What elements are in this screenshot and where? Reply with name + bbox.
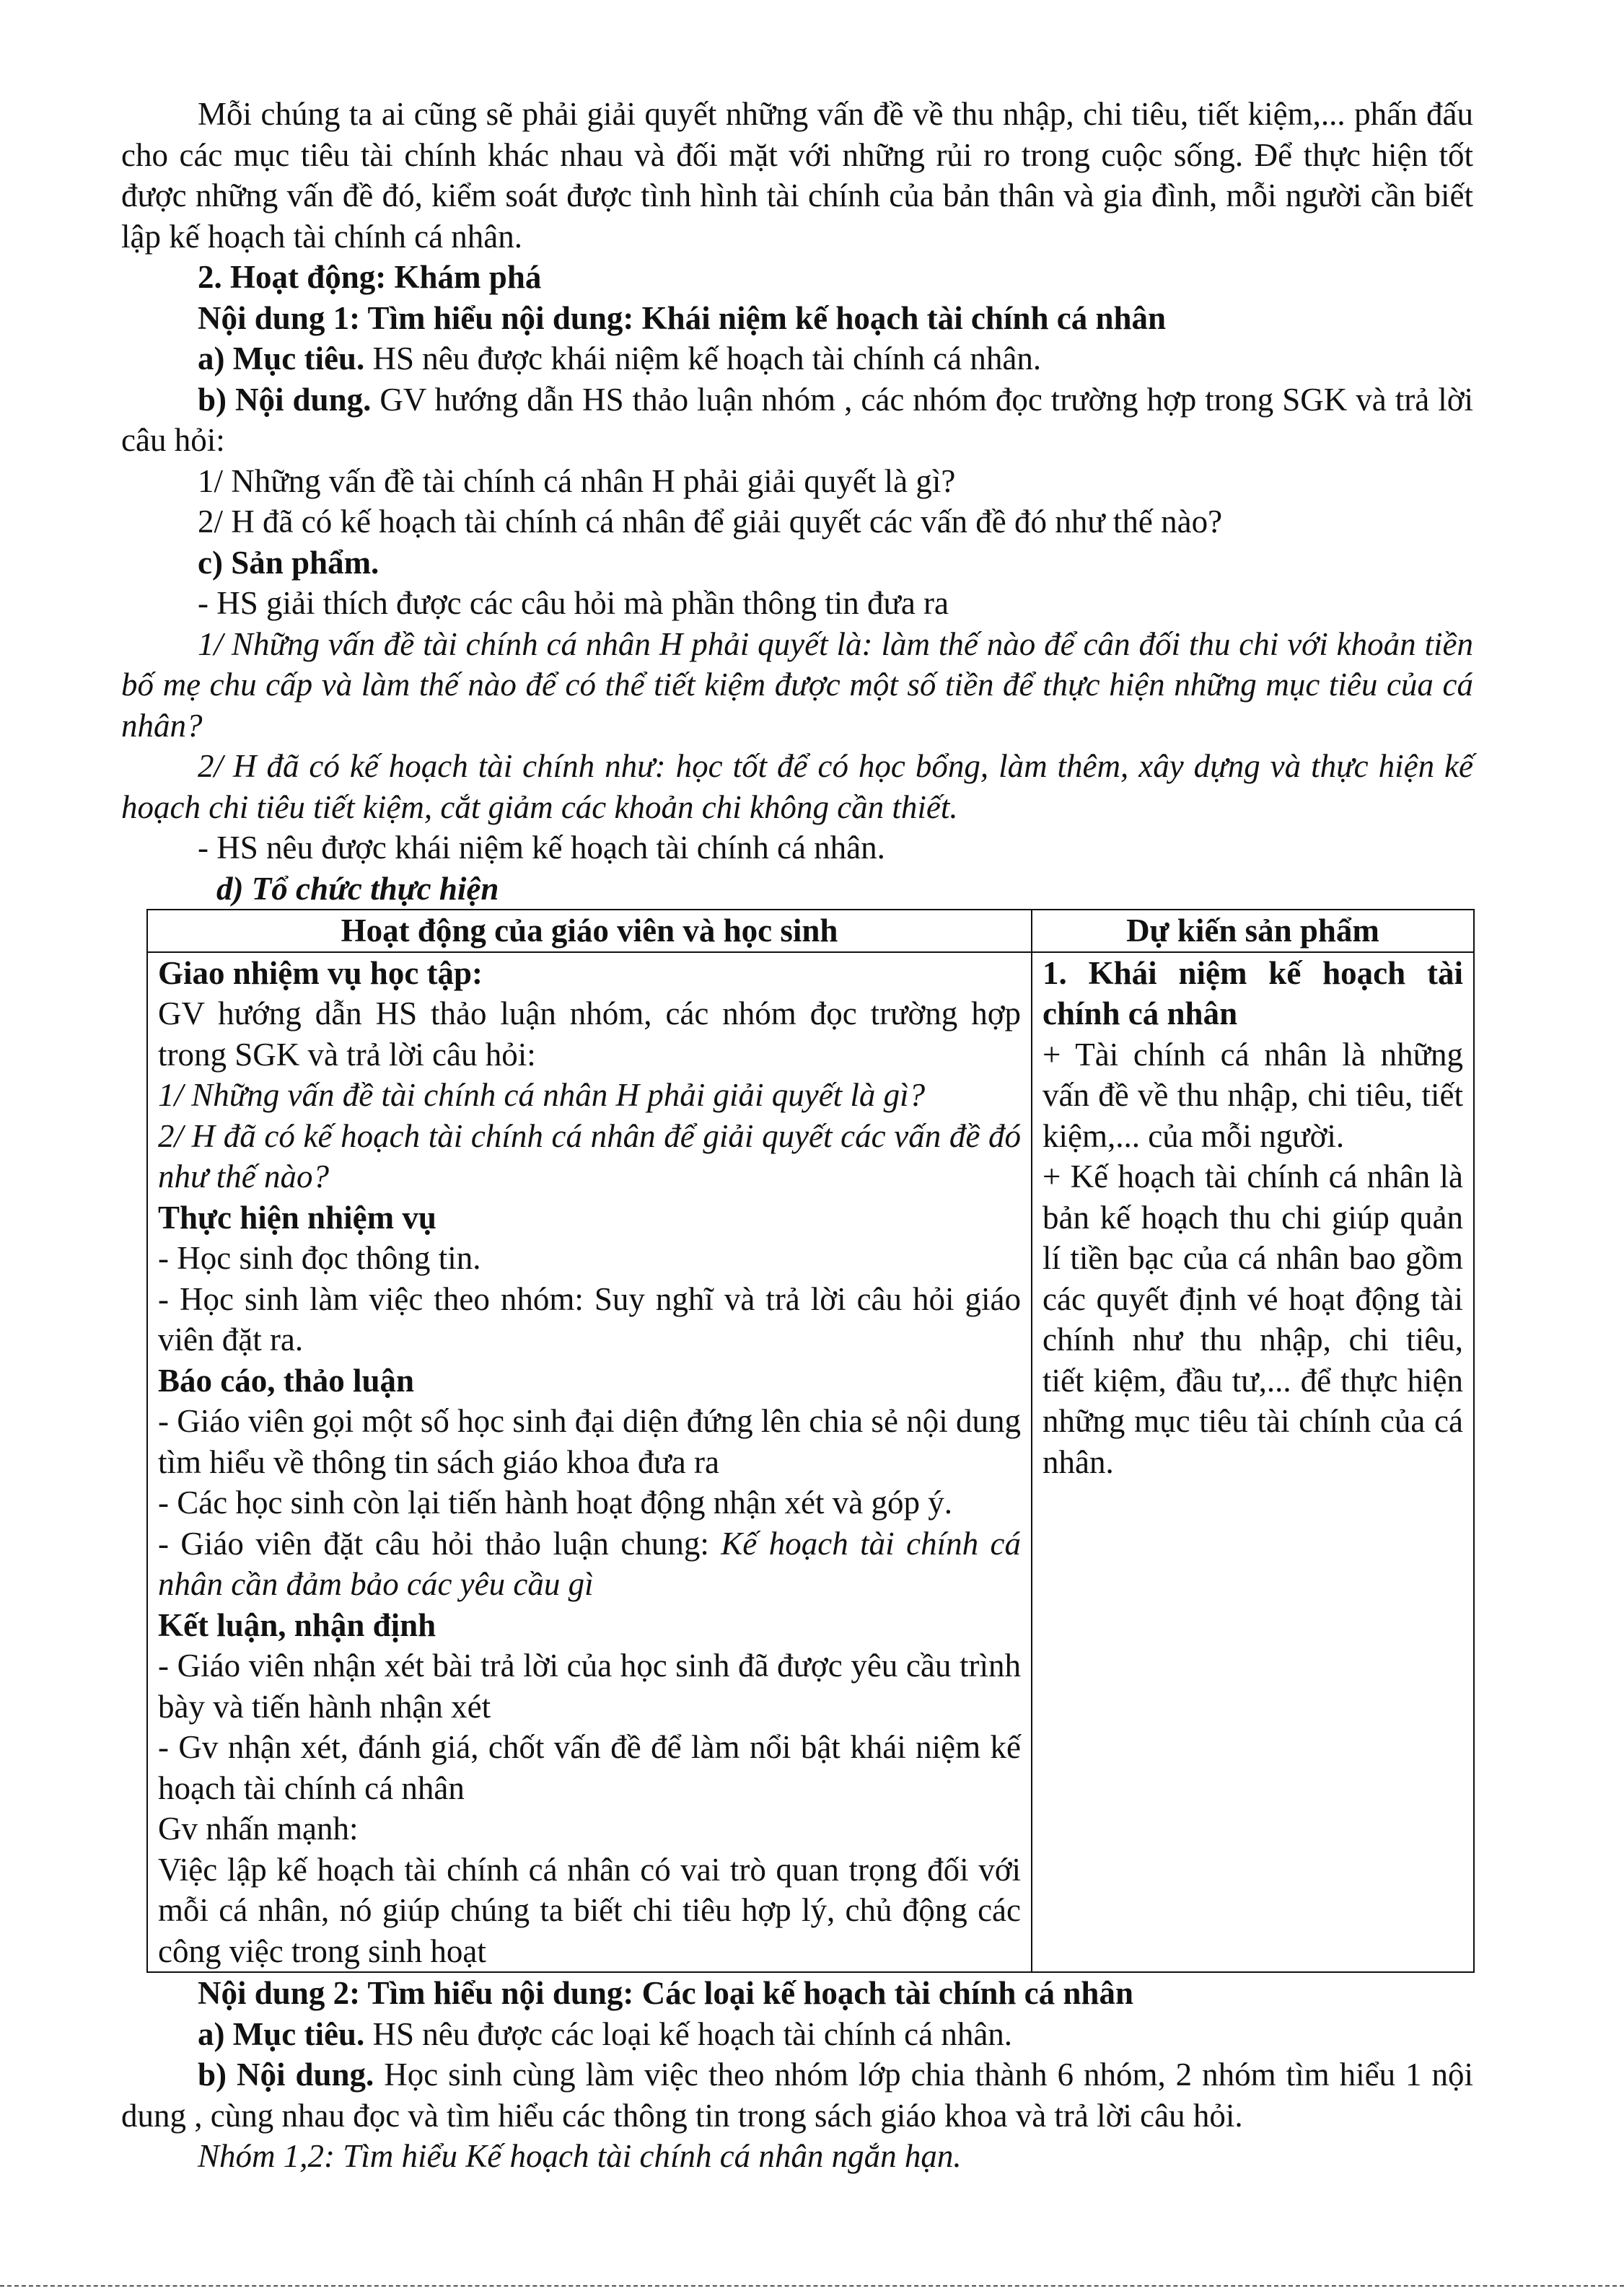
- conclusion-title: Kết luận, nhận định: [158, 1606, 436, 1643]
- content-text-2: Học sinh cùng làm việc theo nhóm lớp chia thành 6 nhóm, 2 nhóm tìm hiểu 1 nội dung , cùng nhau đọc và tìm hiểu các thông tin trong sách giáo khoa và trả lời câu hỏi.: [121, 2057, 1474, 2134]
- do-item-2: - Học sinh làm việc theo nhóm: Suy nghĩ và trả lời câu hỏi giáo viên đặt ra.: [158, 1280, 1021, 1358]
- report-item-1: - Giáo viên gọi một số học sinh đại diện đứng lên chia sẻ nội dung tìm hiểu về thông tin sách giáo khoa đưa ra: [158, 1403, 1021, 1480]
- task-text: GV hướng dẫn HS thảo luận nhóm, các nhóm đọc trường hợp trong SGK và trả lời câu hỏi:: [158, 995, 1021, 1073]
- do-item-1: - Học sinh đọc thông tin.: [158, 1240, 481, 1276]
- header-activity: Hoạt động của giáo viên và học sinh: [147, 910, 1032, 952]
- page-bottom-divider: [0, 2285, 1624, 2290]
- content2-goal: [121, 2014, 1473, 2055]
- report-item-3-text: - Giáo viên đặt câu hỏi thảo luận chung:: [158, 1525, 721, 1562]
- emphasis-label: Gv nhấn mạnh:: [158, 1811, 359, 1847]
- activity-heading: 2. Hoạt động: Khám phá: [198, 259, 542, 295]
- report-item-2: - Các học sinh còn lại tiến hành hoạt động nhận xét và góp ý.: [158, 1485, 952, 1521]
- concept-title: 1. Khái niệm kế hoạch tài chính cá nhân: [1043, 954, 1463, 1032]
- task-question-2: 2/ H đã có kế hoạch tài chính cá nhân để giải quyết các vấn đề đó như thế nào?: [158, 1117, 1021, 1195]
- product-line: - HS giải thích được các câu hỏi mà phần thông tin đưa ra: [198, 585, 949, 621]
- header-expected-product: Dự kiến sản phẩm: [1032, 910, 1474, 952]
- expected-product-cell: [1032, 952, 1474, 1973]
- group-1-2-task: Nhóm 1,2: Tìm hiểu Kế hoạch tài chính cá nhân ngắn hạn.: [198, 2138, 962, 2174]
- activity-table: [146, 909, 1475, 1973]
- content2-heading: Nội dung 2: Tìm hiểu nội dung: Các loại kế hoạch tài chính cá nhân: [198, 1975, 1133, 2011]
- task-title: Giao nhiệm vụ học tập:: [158, 954, 483, 991]
- content1-description: [121, 379, 1473, 461]
- content2-description: [121, 2054, 1473, 2136]
- do-title: Thực hiện nhiệm vụ: [158, 1199, 436, 1236]
- organization-label: d) Tổ chức thực hiện: [216, 870, 499, 907]
- goal-text-2: HS nêu được các loại kế hoạch tài chính cá nhân.: [364, 2015, 1013, 2052]
- goal-label: a) Mục tiêu.: [198, 340, 365, 377]
- content-text: GV hướng dẫn HS thảo luận nhóm , các nhóm đọc trường hợp trong SGK và trả lời câu hỏi:: [121, 381, 1473, 458]
- activity-cell: [147, 952, 1032, 1973]
- conclusion-item-1: - Giáo viên nhận xét bài trả lời của học sinh đã được yêu cầu trình bày và tiến hành nhận xét: [158, 1648, 1021, 1725]
- content1-heading: Nội dung 1: Tìm hiểu nội dung: Khái niệm kế hoạch tài chính cá nhân: [198, 299, 1167, 336]
- question-1: 1/ Những vấn đề tài chính cá nhân H phải giải quyết là gì?: [198, 462, 956, 499]
- answer-1: 1/ Những vấn đề tài chính cá nhân H phải quyết là: làm thế nào để cân đối thu chi với khoản tiền bố mẹ chu cấp và làm thế nào để có thể tiết kiệm được một số tiền để thực hiện những mục tiêu của cá nhân?: [121, 625, 1473, 744]
- content-label: b) Nội dung.: [198, 381, 372, 418]
- document-page: [121, 94, 1473, 2177]
- emphasis-text: Việc lập kế hoạch tài chính cá nhân có vai trò quan trọng đối với mỗi cá nhân, nó giúp chúng ta biết chi tiêu hợp lý, chủ động các công việc trong sinh hoạt: [158, 1851, 1021, 1969]
- product-line-2: - HS nêu được khái niệm kế hoạch tài chính cá nhân.: [198, 830, 885, 866]
- table-header-row: [147, 910, 1474, 952]
- report-item-3: [158, 1523, 1021, 1605]
- product-label: c) Sản phẩm.: [198, 544, 379, 581]
- answer-2: 2/ H đã có kế hoạch tài chính như: học tốt để có học bổng, làm thêm, xây dựng và thực hiện kế hoạch chi tiêu tiết kiệm, cắt giảm các khoản chi không cần thiết.: [121, 748, 1473, 825]
- goal-text: HS nêu được khái niệm kế hoạch tài chính cá nhân.: [364, 340, 1042, 377]
- content1-goal: [121, 338, 1473, 379]
- content-label-2: b) Nội dung.: [198, 2057, 374, 2093]
- goal-label-2: a) Mục tiêu.: [198, 2015, 365, 2052]
- table-row: [147, 952, 1474, 1973]
- concept-item-2: + Kế hoạch tài chính cá nhân là bản kế hoạch thu chi giúp quản lí tiền bạc của cá nhân bao gồm các quyết định vé hoạt động tài chính như thu nhập, chi tiêu, tiết kiệm, đầu tư,... để thực hiện những mục tiêu tài chính của cá nhân.: [1043, 1158, 1463, 1480]
- task-question-1: 1/ Những vấn đề tài chính cá nhân H phải giải quyết là gì?: [158, 1077, 926, 1113]
- report-item-3-question: Kế hoạch tài chính cá nhân cần đảm bảo các yêu cầu gì: [158, 1525, 1021, 1602]
- question-2: 2/ H đã có kế hoạch tài chính cá nhân để giải quyết các vấn đề đó như thế nào?: [198, 503, 1223, 540]
- report-title: Báo cáo, thảo luận: [158, 1362, 415, 1399]
- conclusion-item-2: - Gv nhận xét, đánh giá, chốt vấn đề để làm nổi bật khái niệm kế hoạch tài chính cá nhân: [158, 1729, 1021, 1806]
- intro-paragraph: Mỗi chúng ta ai cũng sẽ phải giải quyết những vấn đề về thu nhập, chi tiêu, tiết kiệm,... phấn đấu cho các mục tiêu tài chính khác nhau và đối mặt với những rủi ro trong cuộc sống. Để thực hiện tốt được những vấn đề đó, kiểm soát được tình hình tài chính của bản thân và gia đình, mỗi người cần biết lập kế hoạch tài chính cá nhân.: [121, 96, 1473, 255]
- concept-item-1: + Tài chính cá nhân là những vấn đề về thu nhập, chi tiêu, tiết kiệm,... của mỗi người.: [1043, 1036, 1463, 1154]
